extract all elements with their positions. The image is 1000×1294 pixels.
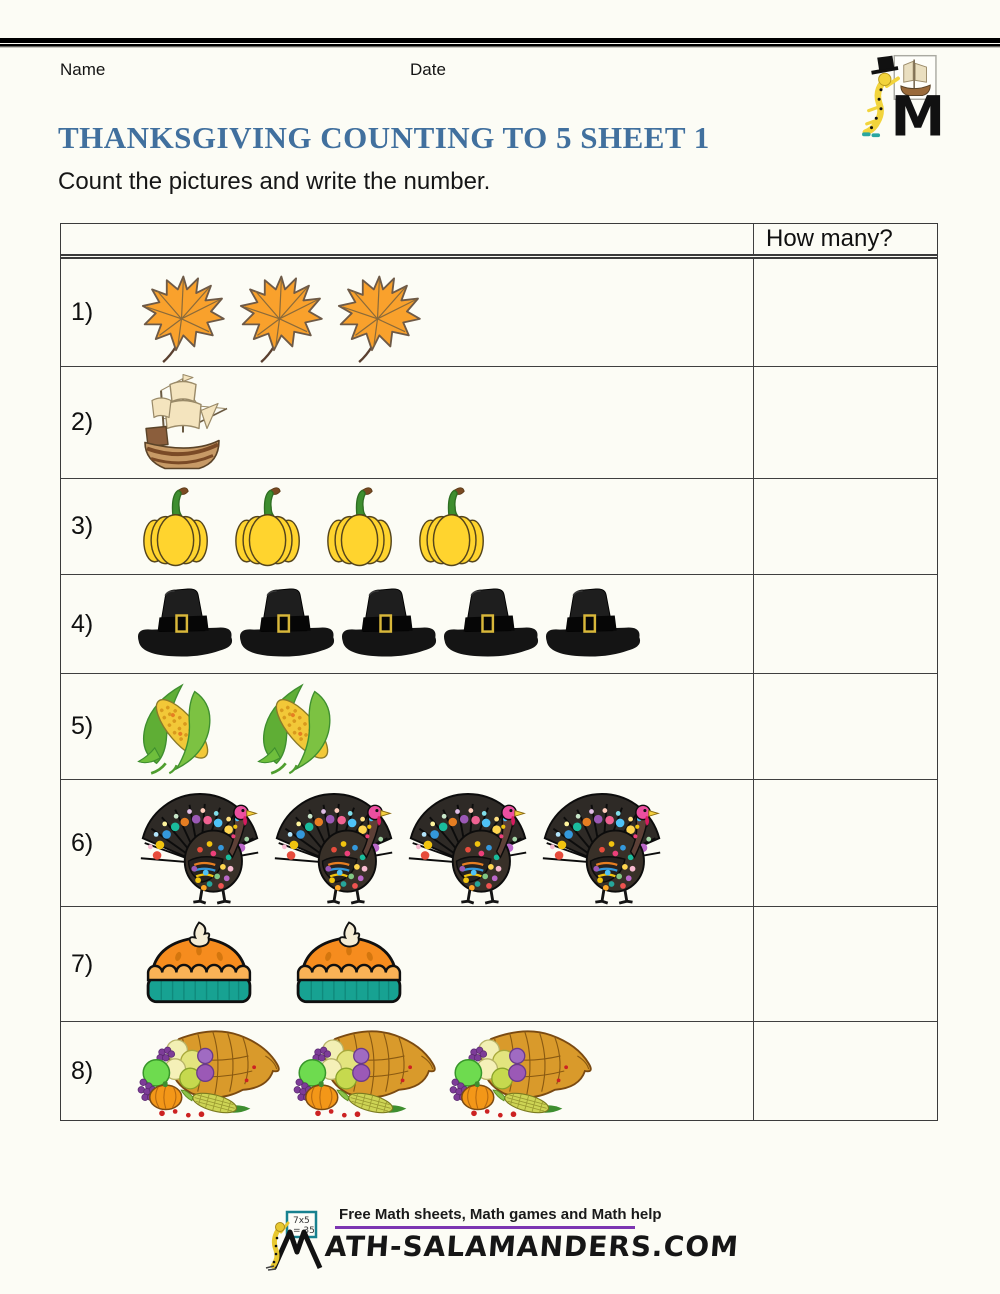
answer-cell[interactable]	[753, 479, 937, 574]
row-number: 5)	[71, 712, 94, 740]
footer	[0, 1206, 1000, 1272]
pilgrim-hat-icon	[541, 586, 645, 662]
corn-cob-icon	[253, 677, 351, 777]
cornucopia-icon	[289, 1024, 441, 1118]
row-number: 3)	[71, 512, 94, 540]
row-pictures	[133, 483, 753, 571]
row-pictures	[133, 781, 753, 905]
row-pictures	[133, 586, 753, 662]
pilgrim-hat-icon	[133, 586, 237, 662]
turkey-icon	[401, 781, 535, 905]
footer-divider	[335, 1226, 635, 1229]
table-row	[61, 780, 937, 907]
how-many-header-cell	[753, 224, 937, 254]
row-number: 8)	[71, 1056, 94, 1085]
pilgrim-hat-icon	[439, 586, 543, 662]
name-label: Name	[60, 60, 106, 79]
answer-cell[interactable]	[753, 1022, 937, 1120]
cornucopia-icon	[133, 1024, 285, 1118]
pumpkin-pie-icon	[283, 920, 415, 1008]
row-pictures	[133, 677, 753, 777]
table-row	[61, 367, 937, 479]
answer-cell[interactable]	[753, 780, 937, 906]
header-spacer	[61, 224, 753, 254]
pumpkin-icon	[133, 483, 219, 571]
pilgrim-hat-icon	[235, 586, 339, 662]
turkey-icon	[133, 781, 267, 905]
answer-cell[interactable]	[753, 367, 937, 478]
top-border-rule	[0, 38, 1000, 48]
pumpkin-pie-icon	[133, 920, 265, 1008]
how-many-label: How many?	[766, 225, 893, 252]
pilgrim-hat-icon	[337, 586, 441, 662]
row-pictures	[133, 263, 753, 363]
table-row	[61, 674, 937, 780]
mayflower-ship-icon	[133, 370, 233, 476]
row-pictures	[133, 920, 753, 1008]
maple-leaf-icon	[329, 271, 426, 363]
instruction-text: Count the pictures and write the number.	[58, 168, 491, 195]
row-pictures	[133, 1024, 753, 1118]
worksheet-rows	[61, 259, 937, 1120]
row-number: 6)	[71, 828, 94, 857]
answer-cell[interactable]	[753, 907, 937, 1021]
table-header-row	[61, 224, 937, 259]
pumpkin-icon	[317, 483, 403, 571]
row-number: 4)	[71, 609, 94, 638]
pumpkin-icon	[225, 483, 311, 571]
table-row	[61, 907, 937, 1022]
footer-salamander-easel-icon	[261, 1210, 333, 1272]
table-row	[61, 1022, 937, 1120]
turkey-icon	[535, 781, 669, 905]
cornucopia-icon	[445, 1024, 597, 1118]
corn-cob-icon	[133, 677, 231, 777]
maple-leaf-icon	[133, 271, 230, 363]
row-number: 1)	[71, 298, 94, 326]
answer-cell[interactable]	[753, 575, 937, 673]
date-label: Date	[410, 60, 446, 79]
maple-leaf-icon	[231, 271, 328, 363]
footer-wordmark: ATH-SALAMANDERS.COM	[323, 1230, 741, 1263]
footer-tagline: Free Math sheets, Math games and Math help	[339, 1206, 662, 1223]
page-title: THANKSGIVING COUNTING TO 5 SHEET 1	[58, 120, 710, 155]
row-pictures	[133, 370, 753, 476]
turkey-icon	[267, 781, 401, 905]
counting-table	[60, 223, 938, 1121]
answer-cell[interactable]	[753, 259, 937, 366]
table-row	[61, 575, 937, 674]
row-number: 2)	[71, 408, 94, 436]
pumpkin-icon	[409, 483, 495, 571]
table-row	[61, 479, 937, 575]
math-salamanders-logo-icon	[856, 50, 942, 140]
row-number: 7)	[71, 949, 94, 978]
table-row	[61, 259, 937, 367]
answer-cell[interactable]	[753, 674, 937, 779]
